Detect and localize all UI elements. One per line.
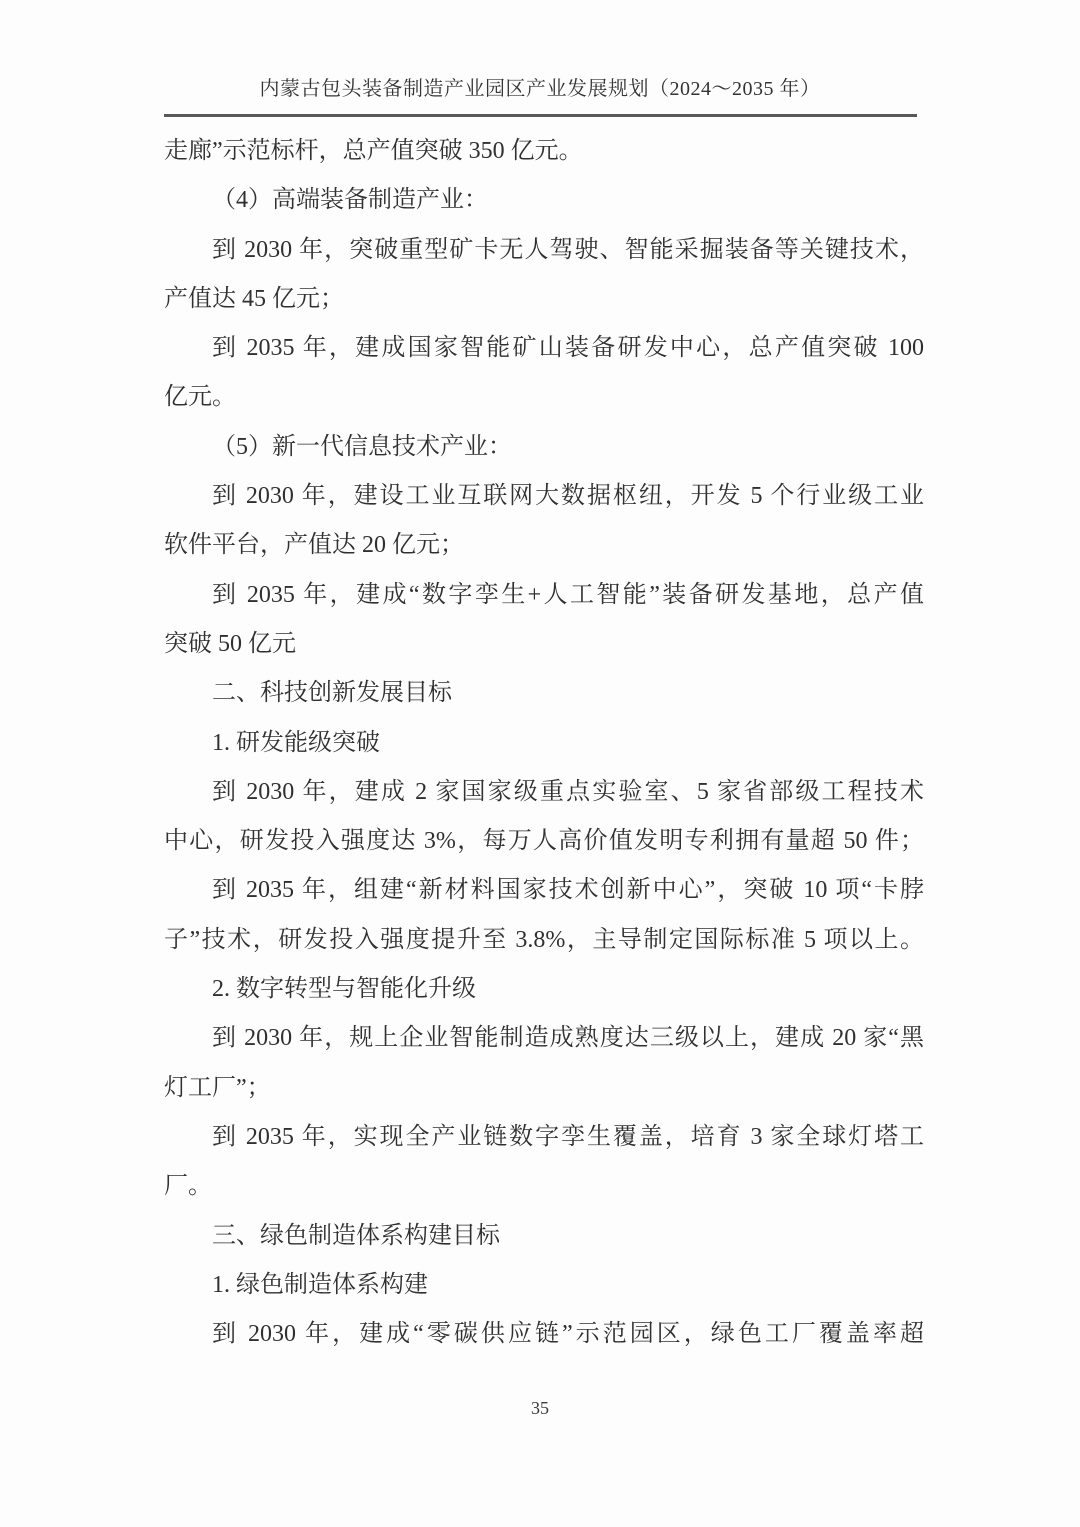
body-subheading: 1. 研发能级突破 bbox=[212, 729, 380, 756]
body-line: 子”技术，研发投入强度提升至 3.8%，主导制定国际标准 5 项以上。 bbox=[164, 926, 924, 953]
body-line: 中心，研发投入强度达 3%，每万人高价值发明专利拥有量超 50 件； bbox=[164, 828, 924, 855]
body-line: 产值达 45 亿元； bbox=[164, 285, 344, 312]
body-line: 突破 50 亿元 bbox=[164, 630, 296, 657]
body-line: 到 2030 年，建成“零碳供应链”示范园区，绿色工厂覆盖率超 bbox=[212, 1321, 924, 1348]
body-subheading: 1. 绿色制造体系构建 bbox=[212, 1271, 428, 1298]
body-line: 到 2035 年，建成“数字孪生+人工智能”装备研发基地，总产值 bbox=[212, 581, 924, 608]
body-line: （4）高端装备制造产业： bbox=[212, 187, 488, 214]
body-line: 到 2030 年，规上企业智能制造成熟度达三级以上，建成 20 家“黑 bbox=[212, 1025, 924, 1052]
body-line: 到 2030 年，突破重型矿卡无人驾驶、智能采掘装备等关键技术， bbox=[212, 236, 924, 263]
page-header-title: 内蒙古包头装备制造产业园区产业发展规划（2024～2035 年） bbox=[259, 78, 821, 100]
page-number: 35 bbox=[531, 1398, 549, 1418]
body-line: 到 2035 年，实现全产业链数字孪生覆盖，培育 3 家全球灯塔工 bbox=[212, 1123, 924, 1150]
body-line: 到 2035 年，组建“新材料国家技术创新中心”，突破 10 项“卡脖 bbox=[212, 877, 924, 904]
body-line: 到 2035 年，建成国家智能矿山装备研发中心，总产值突破 100 bbox=[212, 335, 924, 362]
body-subheading: 2. 数字转型与智能化升级 bbox=[212, 976, 476, 1003]
document-body bbox=[164, 127, 924, 1359]
body-line: 亿元。 bbox=[164, 384, 236, 411]
header-divider bbox=[164, 114, 917, 117]
body-line: 到 2030 年，建成 2 家国家级重点实验室、5 家省部级工程技术 bbox=[212, 778, 924, 805]
body-line: 灯工厂”； bbox=[164, 1074, 271, 1101]
body-line: 厂。 bbox=[164, 1173, 212, 1200]
body-heading-3: 三、绿色制造体系构建目标 bbox=[212, 1222, 500, 1249]
body-line: 软件平台，产值达 20 亿元； bbox=[164, 532, 464, 559]
body-line: 到 2030 年，建设工业互联网大数据枢纽，开发 5 个行业级工业 bbox=[212, 483, 924, 510]
body-heading-2: 二、科技创新发展目标 bbox=[212, 680, 452, 707]
body-line: （5）新一代信息技术产业： bbox=[212, 433, 512, 460]
body-line: 走廊”示范标杆，总产值突破 350 亿元。 bbox=[164, 138, 583, 164]
